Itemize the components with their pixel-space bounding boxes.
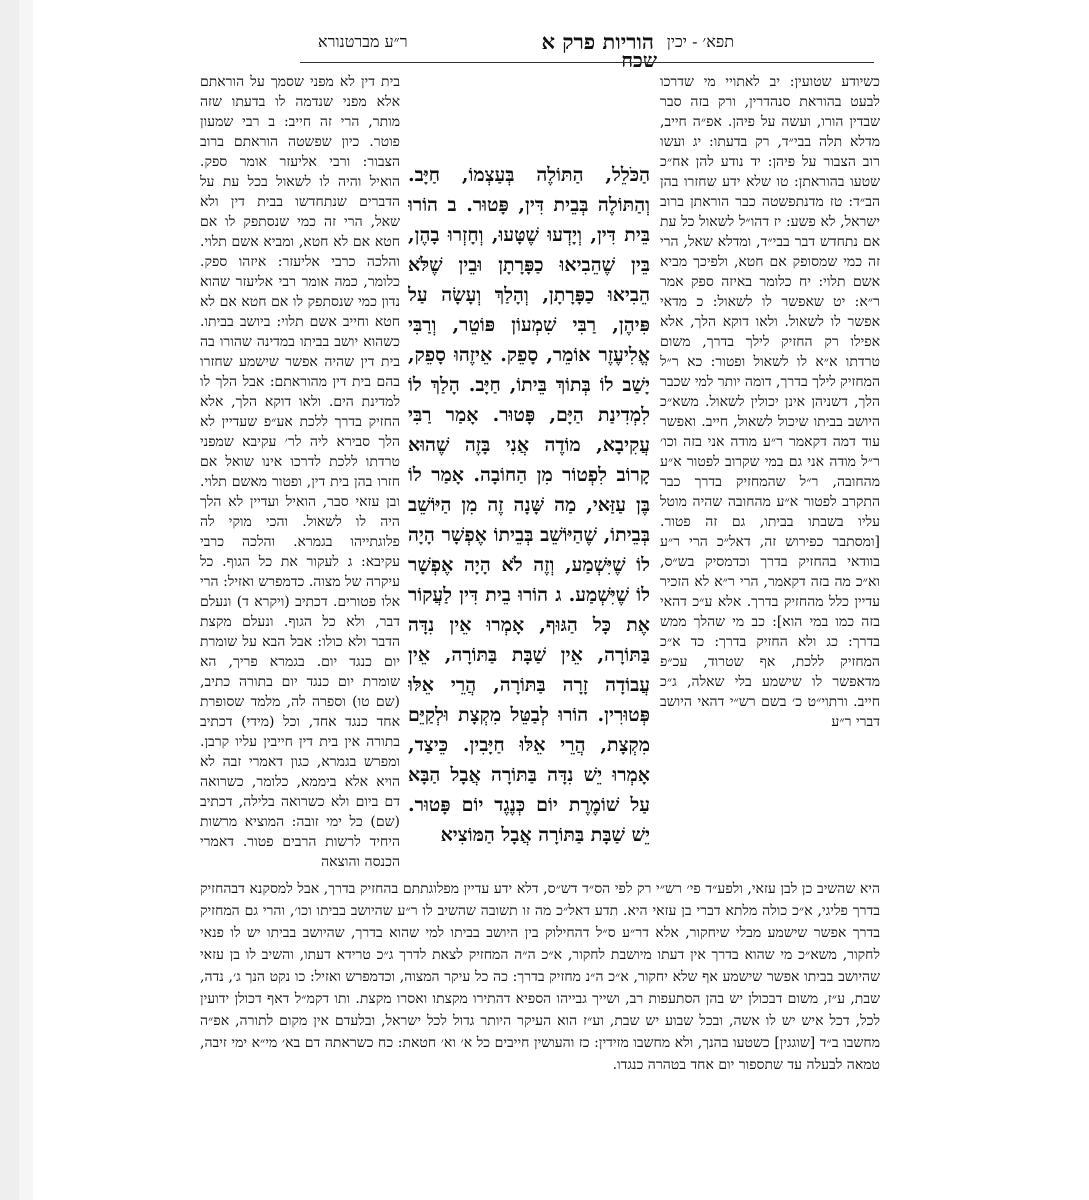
mishnah-text <box>408 160 650 900</box>
footnote-body: היא שהשיב כן לבן עזאי, ולפע״ד פי׳ רש״י רק לפי הס״ד דש״ס, דלא ידע עדיין מפלוגתתם בהחזיק בדרך, אבל למסקנא דבהחזיק בדרך פליגי, א״כ כולה מלתא דברי בן עזאי היא. תדע דאל״כ מה זו תשובה שהשיב לו ר״ע שהיושב בביתו וכו׳, והרי גם המחזיק בדרך אפשר שישמע מבלי שיחקור, אלא דר״ע ס״ל דהחילוק בין היושב בביתו למי שהוא בדרך, שהיושב בביתו יש לו פנאי לחקור, משא״כ מי שהוא בדרך אין דעתו מיושבת לחקור, א״כ ה״ה המחזיק לצאת לדרך ג״כ טרידא דעתו, והשיב לו בן עזאי שהיושב בביתו אפשר שישמע אף שלא יחקור, א״כ ה״נ מחזיק בדרך: כה כל עיקר המצוה, וכדמפרש ואזיל: כו נקט הנך ג׳, נדה, שבת, ע״ז, משום דבכולן יש בהן הסתעפות רב, ושייך גבייהו הספיא דהתירו מקצתו ואסרו מקצת. ותו דקמ״ל דאף דכולן ידועין לכל, דכל איש יש לו אשה, ובכל שבוע יש שבת, וע״ז הוא העיקר היותר גדול לכל ישראל, ובלעדם אין מקום לתורה, אפ״ה מחשבו ב״ד [שוגגין] כשטעו בהנך, ולא מחשבו מזידין: כז והעושין חייבים כל א׳ וא׳ חטאת: כח כשראתה דם בא׳ מי״א ימי זיבה, טמאה לבעלה עד שתספור יום אחד בטהרה כנגדו. <box>200 881 880 1073</box>
running-header <box>300 28 879 72</box>
footnote-section <box>200 878 880 1178</box>
tiferet-yisrael-column <box>660 72 880 880</box>
commentary-text-left: בית דין לא מפני שסמך על הוראתם אלא מפני שנדמה לו בדעתו שזה מותר, הרי זה חייב: ב רבי שמעון פוטר. כיון שפשטה הוראתם ברוב הצבור: ורבי אליעזר אומר ספק. הואיל והיה לו לשאול בכל עת על הדברים שנתחדשו בבית דין ולא שאל, הרי זה כמי שנסתפק לו אם חטא אם לא חטא, ומביא אשם תלוי. והלכה כרבי אליעזר: איזהו ספק. כלומר, כמה אומר רבי אליעזר שהוא נדון כמי שנסתפק לו אם חטא אם לא חטא וחייב אשם תלוי: ביושב בביתו. כשהוא יושב בביתו במדינה שהורו בה בית דין שהיה אפשר שישמע שחזרו בהם בית דין מהוראתם: אבל הלך לו למדינת הים. ולאו דוקא הלך, אלא החזיק בדרך ללכת אע״פ שעדיין לא הלך סבירא ליה לר׳ עקיבא שמפני טרדתו ללכת לדרכו אינו שואל אם חזרו בהן בית דין, ופטור מאשם תלוי. ובן עזאי סבר, הואיל ועדיין לא הלך היה לו לשאול. והכי מוקי לה פלוגתייהו בגמרא. והלכה כרבי עקיבא: ג לעקור את כל הגוף. כל עיקרה של מצוה. כדמפרש ואזיל: הרי אלו פטורים. דכתיב (ויקרא ד) ונעלם דבר, ולא כל הגוף. ונעלם מקצת הדבר ולא כולו: אבל הבא על שומרת יום כנגד יום. בגמרא פריך, הא שומרת יום כנגד יום בתורה כתיב, (שם טו) וספרה לה, מלמד שסופרת אחד כנגד אחד, וכל (מידי) דכתיב בתורה אין בית דין חייבין עליו קרבן. ומפרש בגמרא, כגון דאמרי זבה לא הויא אלא ביממא, כלומר, כשרואה דם ביום ולא כשרואה בלילה, דכתיב (שם) כל ימי זובה: המוציא מרשות היחיד לרשות הרבים פטור. דאמרי הכנסה והוצאה <box>200 74 400 870</box>
commentary-text-right: כשיודע שטועין: יב לאתויי מי שדרכו לבעט בהוראת סנהדרין, ורק בזה סבר שבדין הורו, ועשה על פיהן. אפ״ה חייב, מדלא תלה בבי״ד, רק בדעתו: יג ועשו רוב הצבור על פיהן: יד נודע להן אח״כ שטעו בהוראתן: טו שלא ידע שחזרו בהן הב״ד: טז מדנתפשטה כבר הוראתן ברוב ישראל, לא פשע: יז דהו״ל לשאול כל עת אם נתחדש דבר בבי״ד, ומדלא שאל, הרי זה כמי שמסופק אם חטא, ולפיכך מביא אשם תלוי: יח כלומר באיזה ספק אמר ר״א: יט שאפשר לו לשאול: כ מדאי אפשר לו לשאול. ולאו דוקא הלך, אלא אפילו רק החזיק לילך בדרך, משום טרדתו א״א לו לשאול ופטור: כא ר״ל המחזיק לילך בדרך, דומה יותר למי שכבר הלך, דשניהן אינן יכולין לשאול. משא״כ היושב בביתו שיכול לשאול, חייב. ואפשר עוד דמה דקאמר ר״ע מודה אני בזה וכו׳ ר״ל מודה אני גם במי שקרוב לפטור א״ע מהחובה, ר״ל שהמחזיק בדרך כבר התקרב לפטור א״ע מהחובה שהיה מוטל עליו בשבתו בביתו, גם זה פטור. [ומסתבר כפירוש זה, דאל״כ הרי ר״ע בוודאי בהחזיק בדרך וכדמסיק בש״ס, וא״כ מה בזה דקאמר, הרי ר״א לא הזכיר עדיין כלל מהחזיק בדרך. אלא ע״כ דהאי בזה כמו במי הוא]: כב מי שהלך ממש בדרך: כג ולא החזיק בדרך: כד א״כ המחזיק ללכת, אף שטרוד, עכ״פ מדאפשר לו שישמע בלי שאלה, ג״כ חייב. ורתוי״ט כ׳ בשם רש״י דהאי היושב דברי ר״ע <box>660 74 880 730</box>
page-gutter <box>0 0 19 1200</box>
page-gutter-shadow <box>19 0 33 1200</box>
header-entry-range: תפא׳ - יכין <box>666 32 734 51</box>
bartenura-column <box>200 72 400 880</box>
header-title: הוריות פרק א <box>541 29 654 54</box>
header-rule <box>300 62 874 63</box>
header-commentary-name: ר״ע מברטנורא <box>318 32 408 51</box>
mishnah-body: הַכֹּלֵל, הַתּוֹלֶה בְּעַצְמוֹ, חַיָּב. וְהַתּוֹלֶה בְּבֵית דִּין, פָּטוּר. ב הוֹרוּ בֵּית דִּין, וְיָדְעוּ שֶׁטָּעוּ, וְחָזְרוּ בָהֶן, בֵּין שֶׁהֵבִיאוּ כַפָּרָתָן וּבֵין שֶׁלֹּא הֵבִיאוּ כַפָּרָתָן, וְהָלַךְ וְעָשָׂה עַל פִּיהֶן, רַבִּי שִׁמְעוֹן פּוֹטֵר, וְרַבִּי אֱלִיעֶזֶר אוֹמֵר, סָפֵק. אֵיזֶהוּ סָפֵק, יָשַׁב לוֹ בְּתוֹךְ בֵּיתוֹ, חַיָּב. הָלַךְ לוֹ לִמְדִינַת הַיָּם, פָּטוּר. אָמַר רַבִּי עֲקִיבָא, מוֹדֶה אֲנִי בָּזֶה שֶׁהוּא קָרוֹב לִפְטוֹר מִן הַחוֹבָה. אָמַר לוֹ בֶּן עַזַּאי, מַה שָּׁנָה זֶה מִן הַיּוֹשֵׁב בְּבֵיתוֹ, שֶׁהַיּוֹשֵׁב בְּבֵיתוֹ אֶפְשָׁר הָיָה לוֹ שֶׁיִּשְׁמַע, וְזֶה לֹא הָיָה אֶפְשָׁר לוֹ שֶׁיִּשְׁמַע. ג הוֹרוּ בֵית דִּין לַעֲקוֹר אֶת כָּל הַגּוּף, אָמְרוּ אֵין נִדָּה בַּתּוֹרָה, אֵין שַׁבָּת בַּתּוֹרָה, אֵין עֲבוֹדָה זָרָה בַּתּוֹרָה, הֲרֵי אֵלּוּ פְּטוּרִין. הוֹרוּ לְבַטֵּל מִקְצָת וּלְקַיֵּם מִקְצָת, הֲרֵי אֵלּוּ חַיָּבִין. כֵּיצַד, אָמְרוּ יֵשׁ נִדָּה בַּתּוֹרָה אֲבָל הַבָּא עַל שׁוֹמֶרֶת יוֹם כְּנֶגֶד יוֹם פָּטוּר. יֵשׁ שַׁבָּת בַּתּוֹרָה אֲבָל הַמּוֹצִיא <box>408 164 650 846</box>
page-number: שכח <box>621 48 657 72</box>
